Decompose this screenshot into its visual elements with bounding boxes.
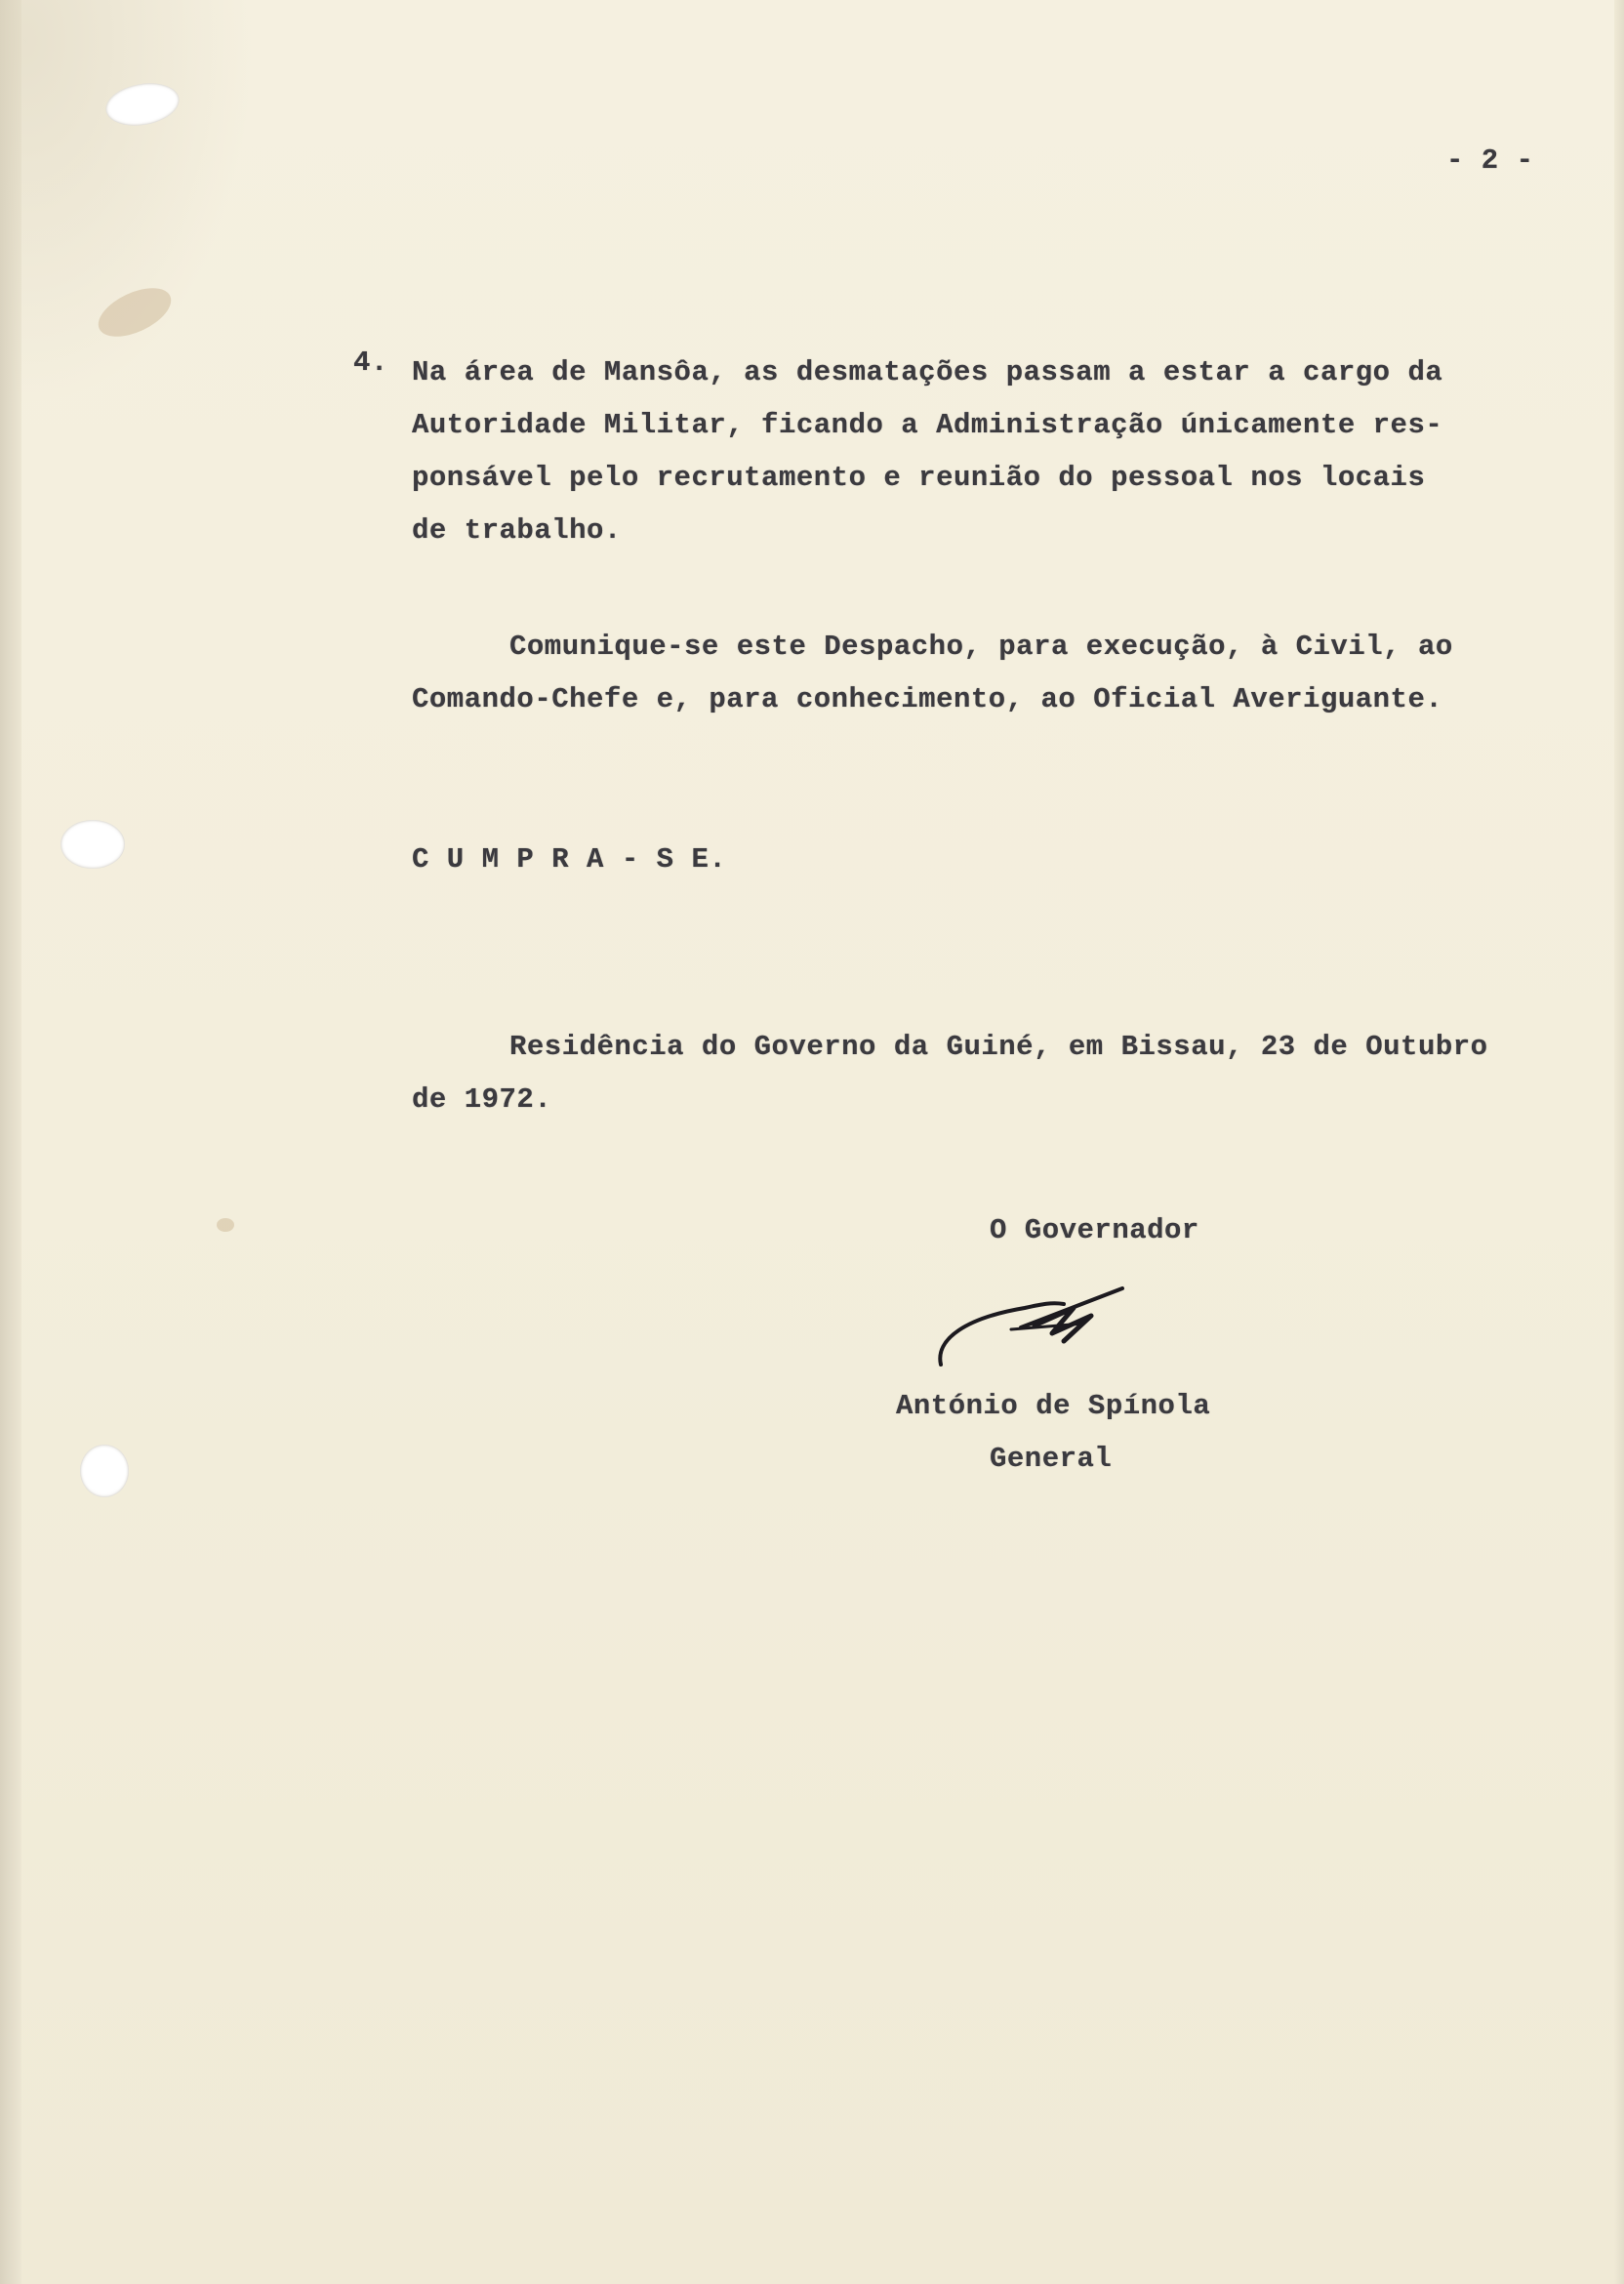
item-4-line: de trabalho. bbox=[412, 514, 622, 547]
place-date-line: de 1972. bbox=[412, 1083, 552, 1116]
signatory-title: O Governador bbox=[990, 1214, 1199, 1246]
punch-hole-middle bbox=[61, 820, 125, 869]
signatory-name: António de Spínola bbox=[896, 1390, 1211, 1422]
punch-hole-bottom bbox=[80, 1445, 129, 1497]
paper-crease bbox=[0, 0, 254, 410]
item-4-line: ponsável pelo recrutamento e reunião do pessoal nos locais bbox=[412, 462, 1426, 494]
signatory-rank: General bbox=[990, 1443, 1113, 1475]
page-number: - 2 - bbox=[1446, 144, 1534, 177]
communique-line: Comunique-se este Despacho, para execução, à Civil, ao bbox=[509, 631, 1453, 663]
page-right-edge bbox=[1614, 0, 1624, 2284]
order-cumpra-se: C U M P R A - S E. bbox=[412, 843, 727, 876]
communique-line: Comando-Chefe e, para conhecimento, ao Oficial Averiguante. bbox=[412, 683, 1443, 715]
handwritten-signature bbox=[927, 1269, 1142, 1386]
item-number: 4. bbox=[353, 347, 388, 379]
item-4-line: Na área de Mansôa, as desmatações passam a estar a cargo da bbox=[412, 356, 1443, 388]
item-4-line: Autoridade Militar, ficando a Administração únicamente res- bbox=[412, 409, 1443, 441]
paper-spot bbox=[217, 1218, 234, 1232]
place-date-line: Residência do Governo da Guiné, em Bissau, 23 de Outubro bbox=[509, 1031, 1488, 1063]
